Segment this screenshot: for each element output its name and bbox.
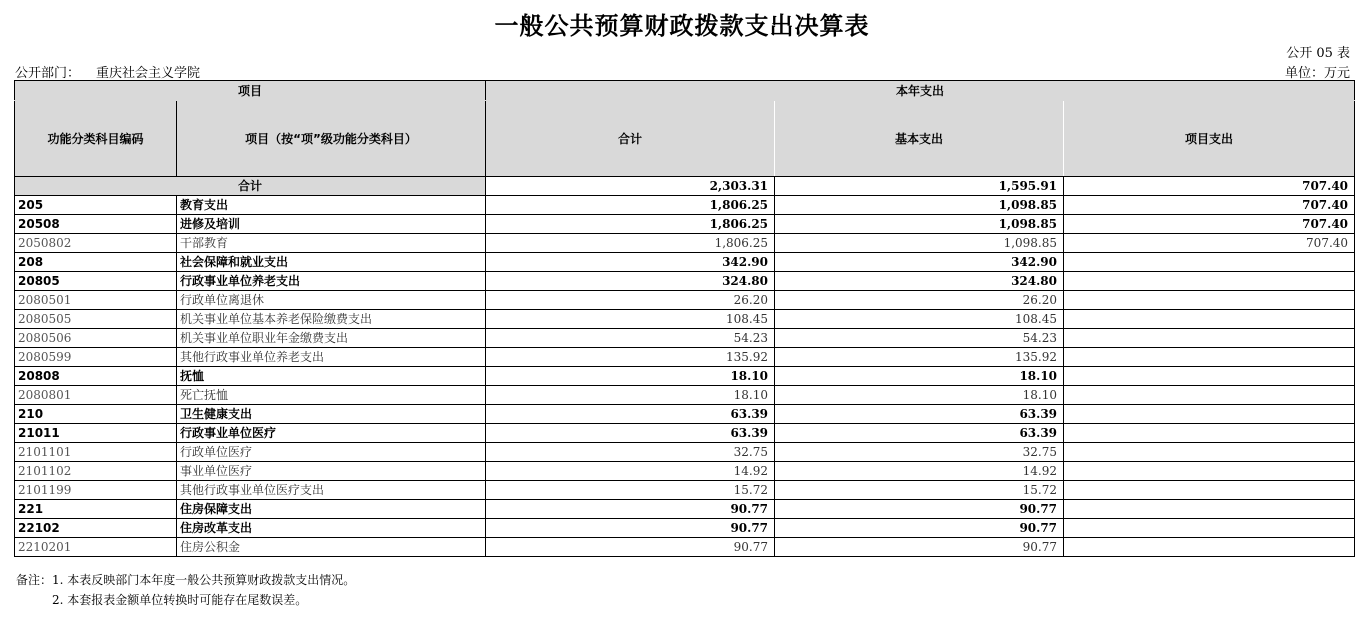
row-name: 教育支出 (177, 196, 486, 215)
row-name: 住房保障支出 (177, 500, 486, 519)
row-basic: 324.80 (775, 272, 1064, 291)
row-basic: 1,098.85 (775, 215, 1064, 234)
row-code: 20805 (15, 272, 177, 291)
row-total: 1,806.25 (486, 215, 775, 234)
row-code: 22102 (15, 519, 177, 538)
row-basic: 18.10 (775, 367, 1064, 386)
row-code: 2080501 (15, 291, 177, 310)
row-basic: 90.77 (775, 538, 1064, 557)
row-project (1064, 538, 1355, 557)
row-name: 抚恤 (177, 367, 486, 386)
row-total: 63.39 (486, 405, 775, 424)
row-name: 其他行政事业单位养老支出 (177, 348, 486, 367)
table-row (15, 272, 1355, 291)
row-code: 205 (15, 196, 177, 215)
row-name: 进修及培训 (177, 215, 486, 234)
row-total: 15.72 (486, 481, 775, 500)
row-project (1064, 310, 1355, 329)
department-line (15, 62, 200, 81)
row-code: 2080801 (15, 386, 177, 405)
row-name: 行政单位医疗 (177, 443, 486, 462)
note-2: 2. 本套报表金额单位转换时可能存在尾数误差。 (52, 593, 308, 607)
row-total: 14.92 (486, 462, 775, 481)
row-code: 2080506 (15, 329, 177, 348)
table-row (15, 196, 1355, 215)
unit-label: 单位：万元 (1284, 66, 1350, 81)
row-name: 死亡抚恤 (177, 386, 486, 405)
row-basic: 18.10 (775, 386, 1064, 405)
row-total: 63.39 (486, 424, 775, 443)
total-project: 707.40 (1064, 177, 1355, 196)
table-row (15, 367, 1355, 386)
table-row (15, 329, 1355, 348)
row-name: 其他行政事业单位医疗支出 (177, 481, 486, 500)
row-total: 1,806.25 (486, 234, 775, 253)
row-basic: 1,098.85 (775, 234, 1064, 253)
total-row (15, 177, 1355, 196)
row-basic: 108.45 (775, 310, 1064, 329)
row-total: 26.20 (486, 291, 775, 310)
row-code: 2080599 (15, 348, 177, 367)
row-code: 2101102 (15, 462, 177, 481)
table-row (15, 500, 1355, 519)
row-project (1064, 272, 1355, 291)
row-project (1064, 291, 1355, 310)
table-row (15, 538, 1355, 557)
row-basic: 90.77 (775, 519, 1064, 538)
row-project (1064, 462, 1355, 481)
row-project (1064, 481, 1355, 500)
row-basic: 342.90 (775, 253, 1064, 272)
row-total: 90.77 (486, 519, 775, 538)
table-row (15, 462, 1355, 481)
table-row (15, 253, 1355, 272)
table-row (15, 424, 1355, 443)
row-total: 18.10 (486, 367, 775, 386)
row-code: 210 (15, 405, 177, 424)
row-project (1064, 405, 1355, 424)
row-project: 707.40 (1064, 215, 1355, 234)
table-row (15, 443, 1355, 462)
table-row (15, 386, 1355, 405)
row-total: 90.77 (486, 538, 775, 557)
header-current-year-expense: 本年支出 (486, 81, 1355, 101)
table-row (15, 481, 1355, 500)
table-row (15, 215, 1355, 234)
row-name: 住房改革支出 (177, 519, 486, 538)
table-row (15, 348, 1355, 367)
row-name: 干部教育 (177, 234, 486, 253)
row-name: 住房公积金 (177, 538, 486, 557)
table-row (15, 519, 1355, 538)
row-basic: 15.72 (775, 481, 1064, 500)
row-total: 18.10 (486, 386, 775, 405)
row-basic: 32.75 (775, 443, 1064, 462)
row-code: 2050802 (15, 234, 177, 253)
department-label: 公开部门： (15, 66, 81, 81)
row-basic: 1,098.85 (775, 196, 1064, 215)
total-amount: 2,303.31 (486, 177, 775, 196)
header-project: 项目 (15, 81, 486, 101)
row-total: 135.92 (486, 348, 775, 367)
row-project (1064, 386, 1355, 405)
row-code: 20808 (15, 367, 177, 386)
row-name: 事业单位医疗 (177, 462, 486, 481)
row-total: 342.90 (486, 253, 775, 272)
header-total: 合计 (486, 101, 775, 177)
total-basic: 1,595.91 (775, 177, 1064, 196)
department-name: 重庆社会主义学院 (96, 66, 201, 81)
row-code: 208 (15, 253, 177, 272)
row-total: 324.80 (486, 272, 775, 291)
row-basic: 90.77 (775, 500, 1064, 519)
row-basic: 135.92 (775, 348, 1064, 367)
row-project (1064, 367, 1355, 386)
row-total: 54.23 (486, 329, 775, 348)
row-code: 20508 (15, 215, 177, 234)
table-row (15, 234, 1355, 253)
row-basic: 63.39 (775, 405, 1064, 424)
row-project: 707.40 (1064, 196, 1355, 215)
header-func-code: 功能分类科目编码 (15, 101, 177, 177)
row-project (1064, 443, 1355, 462)
row-name: 卫生健康支出 (177, 405, 486, 424)
header-item-name: 项目（按“项”级功能分类科目） (177, 101, 486, 177)
row-name: 机关事业单位职业年金缴费支出 (177, 329, 486, 348)
row-name: 行政事业单位医疗 (177, 424, 486, 443)
row-project (1064, 348, 1355, 367)
table-row (15, 405, 1355, 424)
form-number: 公开 05 表 (1286, 46, 1350, 61)
header-project-expense: 项目支出 (1064, 101, 1355, 177)
row-total: 90.77 (486, 500, 775, 519)
row-name: 机关事业单位基本养老保险缴费支出 (177, 310, 486, 329)
row-project (1064, 329, 1355, 348)
row-code: 2080505 (15, 310, 177, 329)
table-row (15, 291, 1355, 310)
row-total: 108.45 (486, 310, 775, 329)
row-total: 1,806.25 (486, 196, 775, 215)
row-name: 行政事业单位养老支出 (177, 272, 486, 291)
row-total: 32.75 (486, 443, 775, 462)
row-code: 21011 (15, 424, 177, 443)
expense-table (14, 80, 1355, 557)
row-project (1064, 253, 1355, 272)
row-code: 221 (15, 500, 177, 519)
row-project (1064, 424, 1355, 443)
row-code: 2101199 (15, 481, 177, 500)
header-basic: 基本支出 (775, 101, 1064, 177)
row-name: 社会保障和就业支出 (177, 253, 486, 272)
row-basic: 26.20 (775, 291, 1064, 310)
row-name: 行政单位离退休 (177, 291, 486, 310)
row-project: 707.40 (1064, 234, 1355, 253)
table-row (15, 310, 1355, 329)
row-code: 2101101 (15, 443, 177, 462)
notes (16, 570, 355, 610)
row-basic: 63.39 (775, 424, 1064, 443)
row-code: 2210201 (15, 538, 177, 557)
row-project (1064, 500, 1355, 519)
page-title: 一般公共预算财政拨款支出决算表 (494, 12, 870, 40)
note-1: 备注：1. 本表反映部门本年度一般公共预算财政拨款支出情况。 (16, 573, 356, 587)
row-basic: 14.92 (775, 462, 1064, 481)
total-label: 合计 (15, 177, 486, 196)
row-project (1064, 519, 1355, 538)
row-basic: 54.23 (775, 329, 1064, 348)
table-body (15, 196, 1355, 557)
